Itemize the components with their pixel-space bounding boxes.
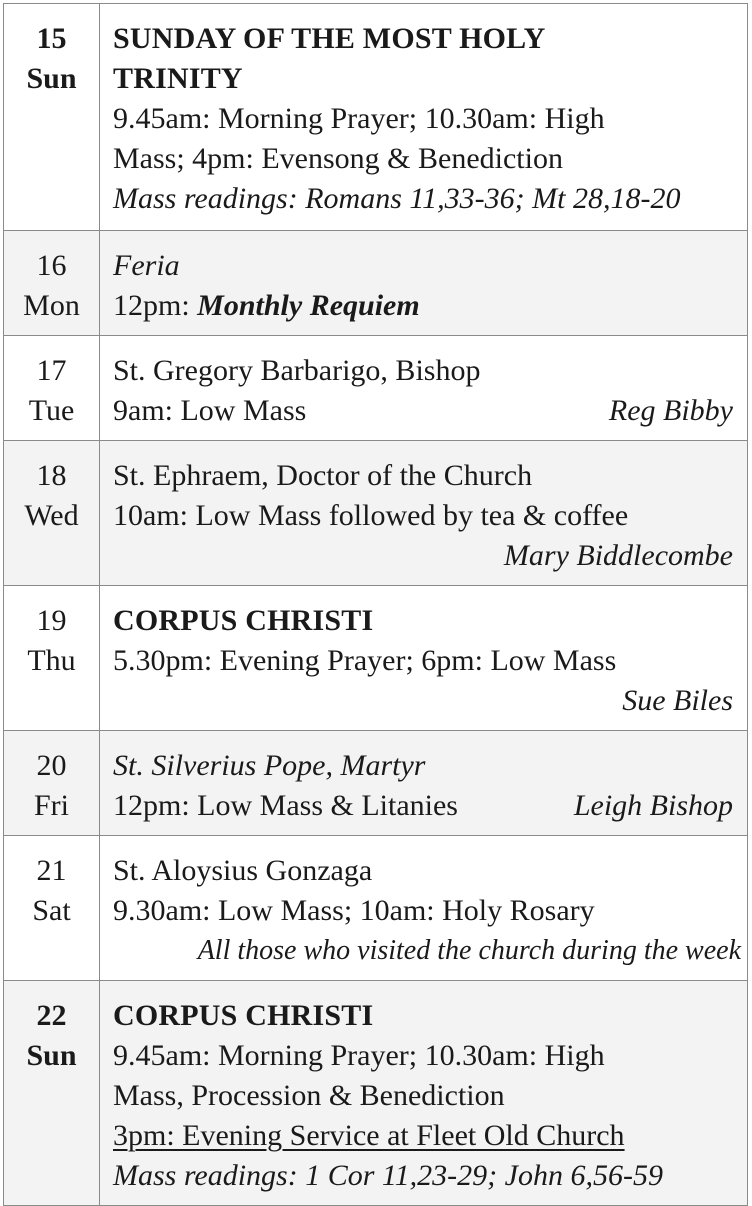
day-name: Sun xyxy=(26,1039,77,1072)
services-text-cont: Mass; 4pm: Evensong & Benediction xyxy=(113,142,563,175)
entry-cell xyxy=(100,981,747,1205)
services-text: 9.45am: Morning Prayer; 10.30am: High xyxy=(113,1039,605,1072)
feast-title: CORPUS CHRISTI xyxy=(113,604,374,637)
feast-name: St. Gregory Barbarigo, Bishop xyxy=(113,354,481,387)
table-row xyxy=(4,441,747,586)
service-text: 9am: Low Mass xyxy=(113,394,307,427)
day-number: 17 xyxy=(36,354,67,387)
date-cell xyxy=(4,231,100,335)
day-name: Thu xyxy=(27,644,76,677)
day-number: 20 xyxy=(36,749,67,782)
day-name: Sun xyxy=(26,62,77,95)
date-cell xyxy=(4,981,100,1205)
table-row xyxy=(4,731,747,836)
feast-title: CORPUS CHRISTI xyxy=(113,999,374,1032)
entry-cell xyxy=(100,731,747,835)
entry-cell xyxy=(100,441,747,585)
day-number: 16 xyxy=(36,249,67,282)
table-row xyxy=(4,4,747,231)
feast-title: SUNDAY OF THE MOST HOLY xyxy=(113,22,546,55)
feast-title-cont: TRINITY xyxy=(113,62,243,95)
date-cell xyxy=(4,336,100,440)
day-name: Fri xyxy=(33,789,69,822)
service-text: 5.30pm: Evening Prayer; 6pm: Low Mass xyxy=(113,644,617,677)
service-line xyxy=(113,786,733,826)
table-row xyxy=(4,981,747,1206)
entry-cell xyxy=(100,586,747,730)
day-name: Tue xyxy=(28,394,75,427)
evening-service: 3pm: Evening Service at Fleet Old Church xyxy=(113,1119,625,1152)
table-row xyxy=(4,586,747,731)
day-number: 15 xyxy=(36,22,67,55)
day-name: Wed xyxy=(24,499,79,532)
entry-cell xyxy=(100,336,747,440)
day-number: 22 xyxy=(36,999,67,1032)
day-number: 21 xyxy=(36,854,67,887)
service-line xyxy=(113,391,733,431)
date-cell xyxy=(4,586,100,730)
service-line xyxy=(113,286,733,326)
mass-intention: Sue Biles xyxy=(622,684,733,717)
day-number: 19 xyxy=(36,604,67,637)
service-text: 10am: Low Mass followed by tea & coffee xyxy=(113,499,629,532)
mass-intention: Mary Biddlecombe xyxy=(503,539,733,572)
table-row xyxy=(4,836,747,981)
service-emphasis: Monthly Requiem xyxy=(197,289,420,322)
day-name: Mon xyxy=(23,289,80,322)
entry-cell xyxy=(100,231,747,335)
date-cell xyxy=(4,4,100,230)
day-name: Sat xyxy=(32,894,71,927)
feast-name: Feria xyxy=(113,249,180,282)
services-text: 9.45am: Morning Prayer; 10.30am: High xyxy=(113,102,605,135)
day-number: 18 xyxy=(36,459,67,492)
date-cell xyxy=(4,836,100,980)
services-text-cont: Mass, Procession & Benediction xyxy=(113,1079,505,1112)
mass-readings: Mass readings: 1 Cor 11,23-29; John 6,56-59 xyxy=(113,1159,663,1192)
date-cell xyxy=(4,441,100,585)
mass-intention: Reg Bibby xyxy=(608,394,733,427)
mass-readings: Mass readings: Romans 11,33-36; Mt 28,18-20 xyxy=(113,182,681,215)
weekly-calendar-table xyxy=(3,3,748,1206)
service-text: 12pm: Low Mass & Litanies xyxy=(113,789,458,822)
service-time: 12pm: xyxy=(113,289,198,322)
table-row xyxy=(4,231,747,336)
feast-name: St. Ephraem, Doctor of the Church xyxy=(113,459,533,492)
feast-name: St. Aloysius Gonzaga xyxy=(113,854,373,887)
entry-cell xyxy=(100,836,747,980)
table-row xyxy=(4,336,747,441)
feast-name: St. Silverius Pope, Martyr xyxy=(113,749,426,782)
mass-intention: All those who visited the church during the week xyxy=(197,935,741,966)
service-text: 9.30am: Low Mass; 10am: Holy Rosary xyxy=(113,894,595,927)
mass-intention: Leigh Bishop xyxy=(573,789,733,822)
entry-cell xyxy=(100,4,747,230)
date-cell xyxy=(4,731,100,835)
